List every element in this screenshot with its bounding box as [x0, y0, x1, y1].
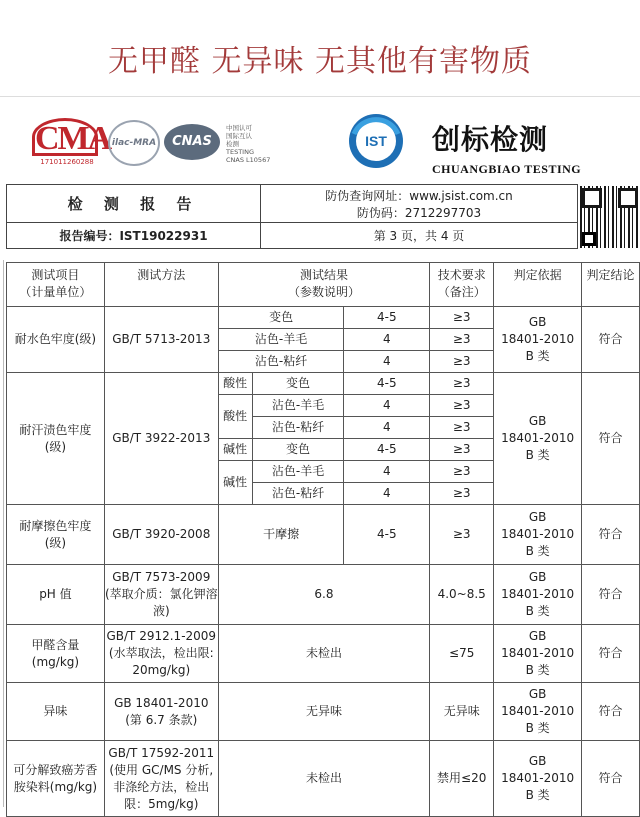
table-cell: GB/T 5713-2013: [104, 307, 218, 373]
cma-logo: CMA 171011260288: [32, 118, 102, 170]
table-cell: 沾色-羊毛: [218, 329, 344, 351]
table-row: [7, 683, 640, 741]
table-cell: ≥3: [430, 351, 494, 373]
table-cell: ≥3: [430, 461, 494, 483]
table-cell: [494, 505, 582, 565]
cell-text: GB: [528, 687, 547, 701]
cell-text: (级): [44, 439, 67, 454]
table-cell: 4-5: [344, 373, 430, 395]
cell-text: 20mg/kg): [132, 663, 191, 677]
cell-text: (级): [44, 535, 67, 550]
table-cell: 干摩擦: [218, 505, 344, 565]
table-cell: 沾色-粘纤: [218, 351, 344, 373]
table-cell: 4: [344, 417, 430, 439]
table-cell: GB/T 3922-2013: [104, 373, 218, 505]
table-cell: 沾色-羊毛: [252, 461, 344, 483]
table-cell: 沾色-粘纤: [252, 417, 344, 439]
table-row: [7, 373, 640, 395]
brand-name: 创标检测: [432, 123, 549, 156]
qr-finder: [582, 232, 596, 246]
table-cell: [494, 307, 582, 373]
table-cell: ≥3: [430, 505, 494, 565]
report-query: [261, 185, 578, 223]
cell-text: 甲醛含量: [31, 637, 80, 652]
cell-text: GB: [528, 570, 547, 584]
table-cell: 符合: [582, 307, 640, 373]
table-cell: ≥3: [430, 417, 494, 439]
table-cell: ≥3: [430, 373, 494, 395]
page-edge: [0, 260, 4, 807]
cell-text: GB: [528, 754, 547, 768]
cell-text: B 类: [525, 721, 550, 735]
table-cell: 符合: [582, 373, 640, 505]
ist-logo: [346, 112, 406, 170]
cell-text: (水萃取法，检出限:: [108, 646, 214, 660]
table-cell: 4: [344, 483, 430, 505]
report-title: 检 测 报 告: [7, 185, 261, 223]
cell-text: GB/T 7573-2009: [112, 570, 211, 584]
table-cell: 沾色-羊毛: [252, 395, 344, 417]
cell-text: 耐汗渍色牢度: [19, 422, 92, 437]
table-cell: [494, 625, 582, 683]
page-number: 第 3 页，共 4 页: [261, 223, 578, 249]
cell-text: B 类: [525, 663, 550, 677]
table-cell: ≥3: [430, 395, 494, 417]
cell-text: GB: [528, 315, 547, 329]
cell-text: 液): [152, 604, 170, 618]
table-row: [7, 307, 640, 329]
table-cell: 6.8: [218, 565, 430, 625]
table-cell: ≥3: [430, 483, 494, 505]
cell-text: GB/T 2912.1-2009: [106, 629, 217, 643]
table-cell: 4: [344, 329, 430, 351]
table-row: [7, 741, 640, 817]
brand-block: [432, 118, 581, 177]
cell-text: B 类: [525, 788, 550, 802]
table-row: [7, 625, 640, 683]
cell-text: GB: [528, 414, 547, 428]
table-cell: 符合: [582, 565, 640, 625]
table-cell: 沾色-粘纤: [252, 483, 344, 505]
cell-text: B 类: [525, 604, 550, 618]
cell-text: (第 6.7 条款): [125, 712, 198, 727]
table-cell: [7, 373, 105, 505]
table-cell: 4-5: [344, 505, 430, 565]
cell-text: 18401-2010: [501, 332, 575, 346]
table-cell: 未检出: [218, 625, 430, 683]
table-row: [7, 565, 640, 625]
header-requirement: 技术要求 （备注）: [430, 263, 494, 307]
table-cell: 变色: [252, 373, 344, 395]
cell-text: (mg/kg): [31, 654, 80, 669]
table-cell: 碱性: [218, 461, 252, 505]
ist-logo-text: IST: [365, 133, 387, 149]
table-cell: [104, 565, 218, 625]
table-cell: 4-5: [344, 439, 430, 461]
cell-text: 18401-2010: [501, 646, 575, 660]
cnas-logo: CNAS: [164, 124, 220, 164]
cell-text: GB/T 17592-2011: [108, 745, 215, 760]
table-cell: [104, 683, 218, 741]
table-cell: 酸性: [218, 395, 252, 439]
table-cell: 耐水色牢度(级): [7, 307, 105, 373]
table-row: [7, 505, 640, 565]
headline: 无甲醛 无异味 无其他有害物质: [107, 44, 533, 79]
table-cell: 未检出: [218, 741, 430, 817]
divider: [0, 96, 640, 97]
table-cell: 符合: [582, 741, 640, 817]
table-cell: 4: [344, 351, 430, 373]
table-cell: pH 值: [7, 565, 105, 625]
table-cell: 符合: [582, 625, 640, 683]
cell-text: 18401-2010: [501, 704, 575, 718]
cell-text: B 类: [525, 349, 550, 363]
ilac-mra-logo: ilac-MRA: [108, 120, 160, 166]
table-header-row: [7, 263, 640, 307]
header-basis: 判定依据: [494, 263, 582, 307]
header-method: 测试方法: [104, 263, 218, 307]
cell-text: GB: [528, 510, 547, 524]
table-cell: [104, 741, 218, 817]
header-item: 测试项目 （计量单位）: [7, 263, 105, 307]
cnas-caption: 中国认可 国际互认 检测 TESTING CNAS L10567: [226, 124, 271, 164]
table-cell: GB/T 3920-2008: [104, 505, 218, 565]
cell-text: (萃取介质：氯化钾溶: [104, 587, 218, 601]
cell-text: 限：5mg/kg): [124, 796, 199, 811]
table-cell: 禁用≤20: [430, 741, 494, 817]
table-cell: 碱性: [218, 439, 252, 461]
cell-text: 可分解致癌芳香: [13, 762, 98, 777]
table-cell: [494, 741, 582, 817]
table-cell: 变色: [252, 439, 344, 461]
table-cell: 酸性: [218, 373, 252, 395]
cell-text: 18401-2010: [501, 431, 575, 445]
report-header: [6, 184, 578, 249]
cell-text: 18401-2010: [501, 587, 575, 601]
brand-name-en: CHUANGBIAO TESTING: [432, 162, 582, 176]
report-number: 报告编号：IST19022931: [7, 223, 261, 249]
header-conclusion: 判定结论: [582, 263, 640, 307]
table-cell: 4: [344, 395, 430, 417]
cell-text: B 类: [525, 544, 550, 558]
header-result: 测试结果 （参数说明）: [218, 263, 430, 307]
table-cell: ≤75: [430, 625, 494, 683]
cell-text: 耐摩擦色牢度: [19, 518, 92, 533]
table-cell: [104, 625, 218, 683]
cell-text: 18401-2010: [501, 527, 575, 541]
table-cell: [7, 741, 105, 817]
table-cell: ≥3: [430, 307, 494, 329]
cell-text: GB 18401-2010: [114, 695, 209, 710]
table-cell: [494, 683, 582, 741]
cell-text: 非涤纶方法，检出: [113, 779, 210, 794]
table-cell: 符合: [582, 505, 640, 565]
table-cell: ≥3: [430, 329, 494, 351]
cell-text: 18401-2010: [501, 771, 575, 785]
table-cell: 异味: [7, 683, 105, 741]
table-cell: 4-5: [344, 307, 430, 329]
table-cell: [7, 505, 105, 565]
table-cell: [494, 373, 582, 505]
cell-text: 胺染料(mg/kg): [13, 779, 98, 794]
table-cell: 无异味: [430, 683, 494, 741]
table-cell: ≥3: [430, 439, 494, 461]
test-results-table: [6, 262, 640, 817]
table-cell: [7, 625, 105, 683]
query-site: 防伪查询网址：www.jsist.com.cn: [325, 188, 513, 203]
table-cell: [494, 565, 582, 625]
cell-text: B 类: [525, 448, 550, 462]
table-cell: 符合: [582, 683, 640, 741]
cell-text: (使用 GC/MS 分析,: [109, 762, 214, 777]
anti-fake-code: 防伪码：2712297703: [356, 205, 482, 220]
table-cell: 变色: [218, 307, 344, 329]
table-cell: 4.0~8.5: [430, 565, 494, 625]
table-cell: 4: [344, 461, 430, 483]
table-cell: 无异味: [218, 683, 430, 741]
cell-text: GB: [528, 629, 547, 643]
